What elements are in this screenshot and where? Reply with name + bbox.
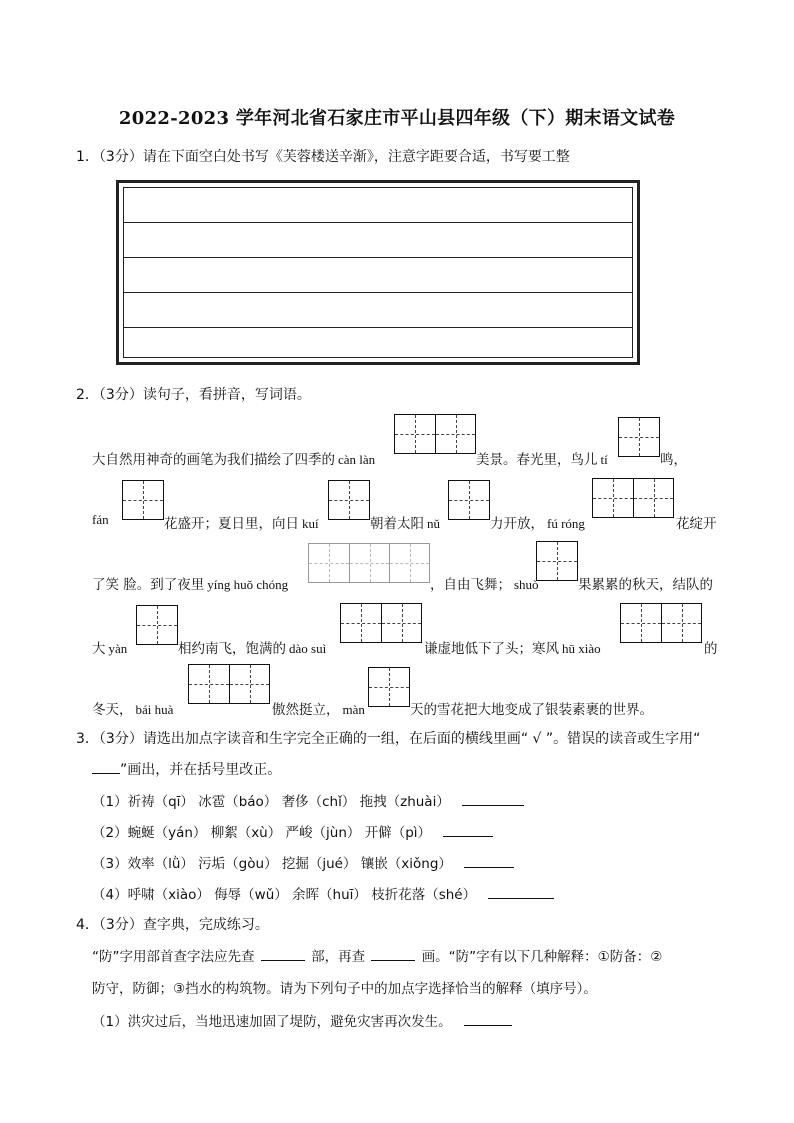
q2-line-3b	[430, 573, 542, 593]
q2-line-5a	[92, 698, 176, 718]
q3-item-1	[92, 790, 524, 810]
answer-blank[interactable]	[443, 822, 493, 837]
writing-frame-inner	[123, 187, 633, 358]
answer-blank[interactable]	[488, 884, 554, 899]
answer-box-huxiao[interactable]	[620, 603, 700, 643]
answer-box-fan[interactable]	[122, 480, 162, 520]
q2-text: 力开放，	[490, 516, 544, 532]
underline-mark	[92, 759, 120, 774]
answer-box-kui[interactable]	[328, 480, 368, 520]
answer-box-shuo[interactable]	[536, 541, 576, 581]
answer-box-furong[interactable]	[592, 478, 672, 518]
q2-text: 花盛开；夏日里，向日	[164, 516, 299, 532]
writing-line	[124, 327, 632, 328]
answer-blank[interactable]	[462, 791, 524, 806]
pinyin: tí	[600, 452, 608, 467]
pinyin: nǔ	[427, 516, 440, 531]
pinyin: càn làn	[338, 452, 376, 467]
pinyin: fú róng	[547, 516, 585, 531]
q2-line-3a	[92, 573, 291, 593]
q2-text: 朝着太阳	[370, 516, 424, 532]
q3-item-text: （4）呼啸（xiào） 侮辱（wǔ） 余晖（huī） 枝折花落（shé）	[92, 887, 477, 903]
q2-text: 天的雪花把大地变成了银装素裹的世界。	[410, 702, 653, 718]
answer-box-yinghuochong[interactable]	[308, 543, 428, 583]
q4-text: 部，再查	[311, 949, 366, 965]
q4-line-1	[92, 945, 662, 965]
q4-text: （1）洪灾过后，当地迅速加固了堤防，避免灾害再次发生。	[92, 1014, 452, 1030]
q2-text: 谦虚地低下了头；寒风	[424, 641, 559, 657]
answer-box-nu[interactable]	[448, 480, 488, 520]
q3-item-3	[92, 852, 514, 872]
q2-line-5b	[272, 698, 368, 718]
q3-item-text: （1）祈祷（qī） 冰雹（báo） 奢侈（chǐ） 拖拽（zhuài）	[92, 794, 450, 810]
question-2-stem: 2．（3分）读句子，看拼音，写词语。	[76, 387, 311, 403]
q2-text: 的	[704, 641, 718, 657]
answer-blank[interactable]	[464, 1011, 512, 1026]
answer-box-ti[interactable]	[618, 417, 658, 457]
q2-text: 鸣，	[660, 452, 687, 468]
answer-blank-strokes[interactable]	[371, 946, 415, 961]
q2-line-4c	[424, 637, 604, 657]
q2-line-4a	[92, 637, 130, 657]
answer-blank-radical[interactable]	[261, 946, 305, 961]
q2-line-4b	[178, 637, 329, 657]
pinyin: yíng huǒ chóng	[207, 577, 289, 592]
q2-line-1b	[476, 448, 611, 468]
answer-box-daosui[interactable]	[340, 603, 420, 643]
writing-frame[interactable]	[116, 180, 640, 365]
pinyin: yàn	[108, 641, 128, 656]
q2-line-1	[92, 448, 378, 468]
q2-line-2a	[164, 512, 322, 532]
pinyin: hū xiào	[562, 641, 601, 656]
q3-item-text: （2）蜿蜒（yán） 柳絮（xù） 严峻（jùn） 开僻（pì）	[92, 825, 432, 841]
pinyin: shuò	[514, 577, 539, 592]
pinyin: kuí	[302, 516, 319, 531]
q4-line-3	[92, 1010, 512, 1030]
q2-text: 大	[92, 641, 106, 657]
question-1-stem: 1．（3分）请在下面空白处书写《芙蓉楼送辛渐》，注意字距要合适，书写要工整	[76, 149, 570, 165]
q2-text: ，自由飞舞；	[430, 577, 511, 593]
question-4-stem: 4．（3分）查字典，完成练习。	[76, 917, 269, 933]
q2-text: 花绽开	[676, 516, 717, 532]
answer-blank[interactable]	[464, 853, 514, 868]
q2-line-2b	[370, 512, 443, 532]
pinyin: fán	[92, 512, 109, 527]
q3-item-2	[92, 821, 493, 841]
writing-line	[124, 292, 632, 293]
pinyin: dào suì	[289, 641, 327, 656]
q2-text: 果累累的秋天，结队的	[578, 577, 713, 593]
q4-text: 画。“防”字有以下几种解释：①防备：②	[421, 949, 663, 965]
q3-text: ”画出，并在括号里改正。	[120, 762, 282, 778]
answer-box-canlan[interactable]	[394, 414, 474, 454]
page-title: 2022-2023 学年河北省石家庄市平山县四年级（下）期末语文试卷	[118, 108, 676, 129]
q2-line-2c	[490, 512, 588, 532]
question-3-stem-2	[92, 759, 281, 779]
question-3-stem: 3．（3分）请选出加点字读音和生字完全正确的一组，在后面的横线里画“ √ ”。错误的读音或生字用“	[76, 731, 701, 747]
q3-item-4	[92, 883, 554, 903]
q2-text: 冬天，	[92, 702, 133, 718]
q2-text: 傲然挺立，	[272, 702, 340, 718]
pinyin: màn	[342, 702, 365, 717]
answer-box-yan[interactable]	[136, 605, 176, 645]
writing-line	[124, 222, 632, 223]
q4-text: “防”字用部首查字法应先查	[92, 949, 255, 965]
answer-box-man[interactable]	[368, 667, 408, 707]
q2-text: 大自然用神奇的画笔为我们描绘了四季的	[92, 452, 335, 468]
writing-line	[124, 257, 632, 258]
q4-line-2: 防守，防御；③挡水的构筑物。请为下列句子中的加点字选择恰当的解释（填序号）。	[92, 981, 597, 997]
pinyin: bái huà	[135, 702, 174, 717]
q2-text: 相约南飞，饱满的	[178, 641, 286, 657]
q2-text: 美景。春光里，鸟儿	[476, 452, 598, 468]
answer-box-baihua[interactable]	[188, 664, 268, 704]
q3-item-text: （3）效率（lǜ） 污垢（gòu） 挖掘（jué） 镶嵌（xiǒng）	[92, 856, 452, 872]
q2-text: 了笑 脸。到了夜里	[92, 577, 205, 593]
